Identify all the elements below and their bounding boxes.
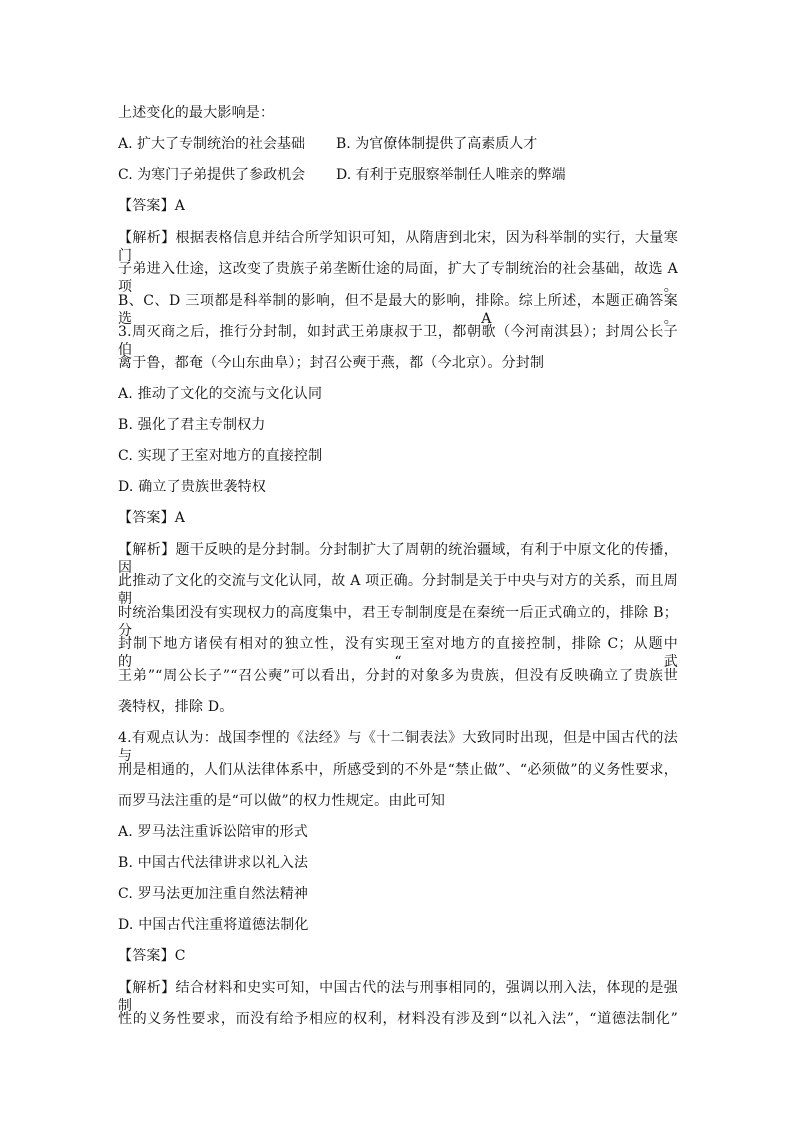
q4-option-a: A. 罗马法注重诉讼陪审的形式 (118, 824, 309, 840)
q4-option-c: C. 罗马法更加注重自然法精神 (118, 886, 309, 902)
q4-answer: 【答案】C (118, 948, 186, 964)
q3-analysis-line: 时统治集团没有实现权力的高度集中，君王专制制度是在秦统一后正式确立的，排除 B；分 (118, 605, 678, 639)
q3-option-c: C. 实现了王室对地方的直接控制 (118, 448, 323, 464)
q3-answer: 【答案】A (118, 510, 186, 526)
q3-option-d: D. 确立了贵族世袭特权 (118, 479, 267, 495)
q3-analysis-line: 封制下地方诸侯有相对的独立性，没有实现王室对地方的直接控制，排除 C；从题中的“武 (118, 636, 678, 670)
q4-stem-line: 4.有观点认为：战国李悝的《法经》与《十二铜表法》大致同时出现，但是中国古代的法与 (118, 730, 678, 764)
q4-analysis-line: 性的义务性要求，而没有给予相应的权利，材料没有涉及到“以礼入法”，“道德法制化” (118, 1011, 678, 1027)
q4-option-b: B. 中国古代法律讲求以礼入法 (118, 855, 309, 871)
q3-analysis-line: 袭特权，排除 D。 (118, 699, 234, 715)
q2-option-b: B. 为官僚体制提供了高素质人才 (336, 136, 538, 152)
q4-option-d: D. 中国古代注重将道德法制化 (118, 917, 309, 933)
q2-analysis-line: 【解析】根据表格信息并结合所学知识可知，从隋唐到北宋，因为科举制的实行，大量寒门 (118, 230, 678, 264)
q2-option-c: C. 为寒门子弟提供了参政机会 (118, 167, 306, 183)
q4-stem-line: 而罗马法注重的是“可以做”的权力性规定。由此可知 (118, 793, 446, 809)
q2-analysis-line: 子弟进入仕途，这改变了贵族子弟垄断仕途的局面，扩大了专制统治的社会基础，故选 A 项。 (118, 261, 678, 295)
q3-analysis-line: 此推动了文化的交流与文化认同，故 A 项正确。分封制是关于中央与对方的关系，而且周朝 (118, 573, 678, 607)
q2-answer: 【答案】A (118, 198, 186, 214)
q3-stem-line: 3.周灭商之后，推行分封制，如封武王弟康叔于卫，都朝歌（今河南淇县）；封周公长子伯 (118, 324, 678, 358)
q4-analysis-line: 【解析】结合材料和史实可知，中国古代的法与刑事相同的，强调以刑入法，体现的是强制 (118, 980, 678, 1014)
q4-stem-line: 刑是相通的，人们从法律体系中，所感受到的不外是“禁止做”、“必须做”的义务性要求， (118, 762, 678, 778)
q3-analysis-line: 王弟”“周公长子”“召公奭”可以看出，分封的对象多为贵族，但没有反映确立了贵族世 (118, 668, 678, 684)
q3-option-b: B. 强化了君主专制权力 (118, 417, 266, 433)
q3-option-a: A. 推动了文化的交流与文化认同 (118, 386, 323, 402)
q2-analysis-line: B、C、D 三项都是科举制的影响，但不是最大的影响，排除。综上所述，本题正确答案选 A。 (118, 293, 678, 327)
q3-stem-line: 禽于鲁，都奄（今山东曲阜）；封召公奭于燕，都（今北京）。分封制 (118, 355, 545, 371)
q2-option-d: D. 有利于克服察举制任人唯亲的弊端 (336, 167, 566, 183)
q2-option-a: A. 扩大了专制统治的社会基础 (118, 136, 306, 152)
q2-stem-tail: 上述变化的最大影响是： (118, 105, 275, 121)
q3-analysis-line: 【解析】题干反映的是分封制。分封制扩大了周朝的统治疆域，有利于中原文化的传播，因 (118, 542, 678, 576)
